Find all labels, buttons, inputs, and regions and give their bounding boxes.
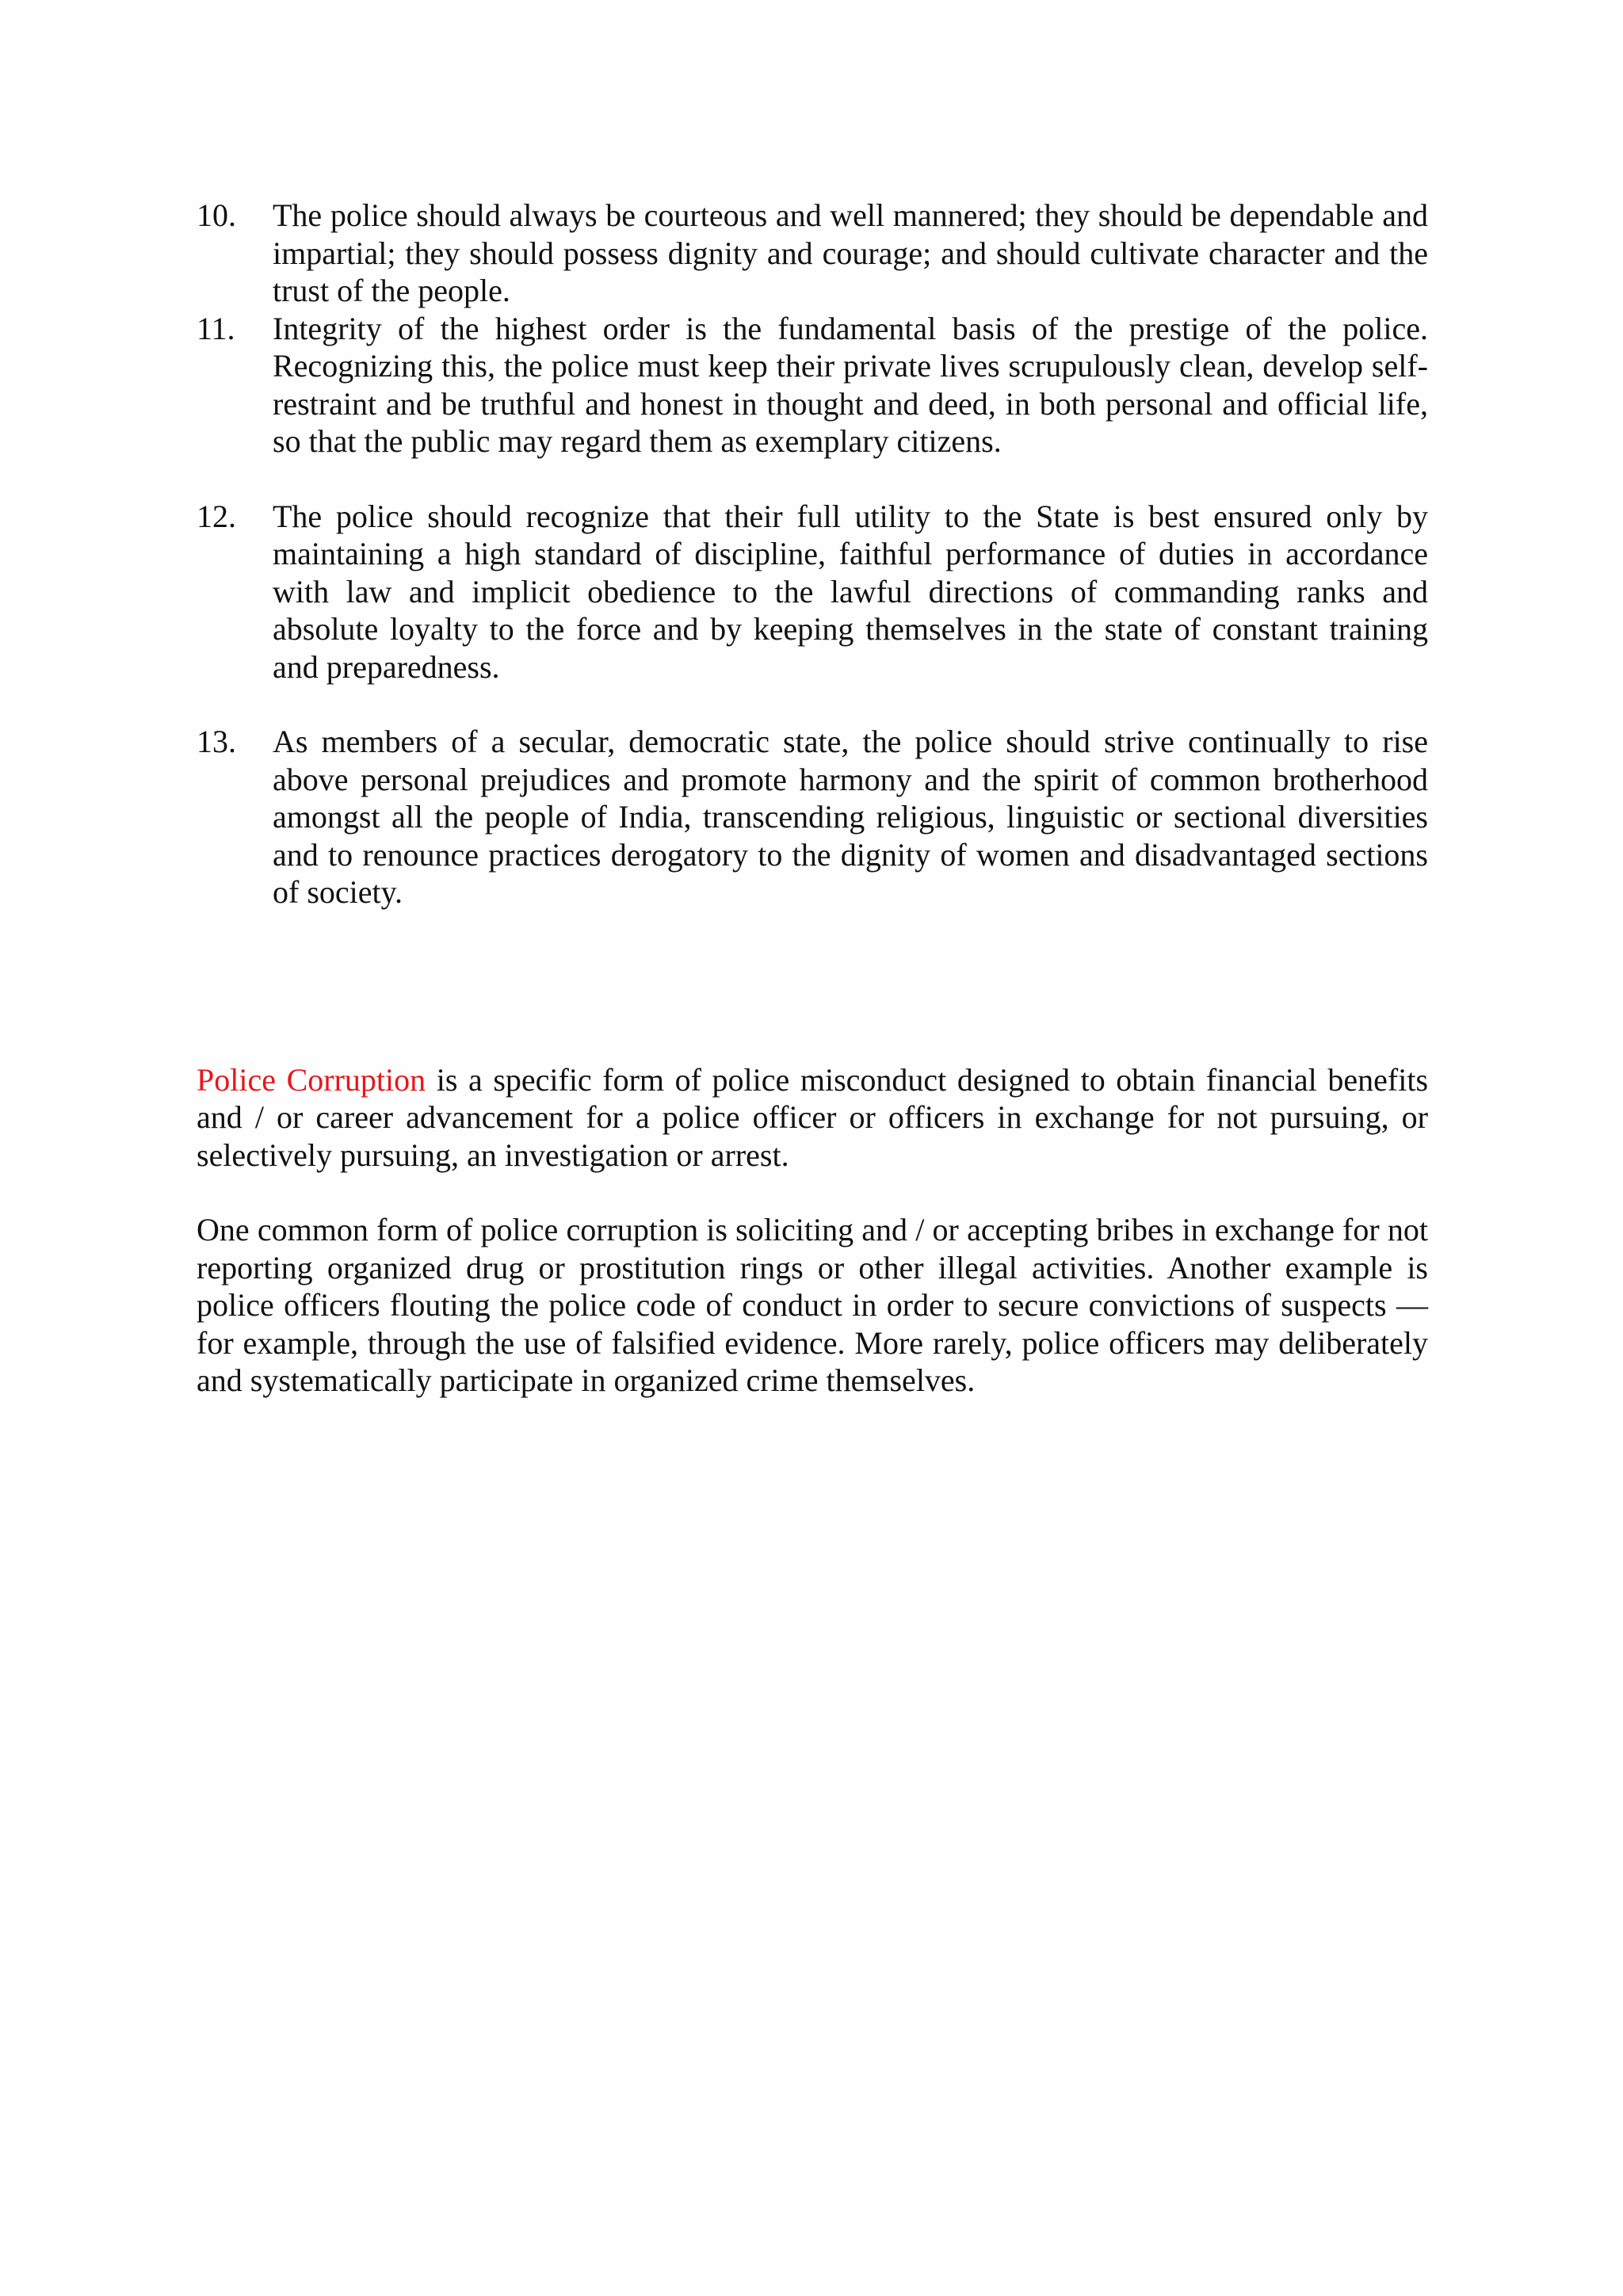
list-item-12 bbox=[197, 498, 1428, 686]
list-text: The police should recognize that their full utility to the State is best ensured only by maintaining a high standard of discipline, faithful performance of duties in accordance with law and implicit obedience to the lawful directions of commanding ranks and absolute loyalty to the force and by keeping themselves in the state of constant training and preparedness. bbox=[273, 498, 1428, 685]
list-text: The police should always be courteous and well mannered; they should be dependable and impartial; they should possess dignity and courage; and should cultivate character and the trust of the people. bbox=[273, 197, 1428, 308]
list-item-11 bbox=[197, 310, 1428, 460]
document-body bbox=[197, 197, 1428, 1400]
list-text: As members of a secular, democratic state, the police should strive continually to rise above personal prejudices and promote harmony and the spirit of common brotherhood amongst all the people of India, transcending religious, linguistic or sectional diversities and to renounce practices derogatory to the dignity of women and disadvantaged sections of society. bbox=[273, 724, 1428, 910]
list-number: 11. bbox=[197, 310, 235, 346]
definition-text: is a specific form of police misconduct designed to obtain financial benefits and / or career advancement for a police officer or officers in exchange for not pursuing, or selectively pursuing, an investigation or arrest. bbox=[197, 1061, 1429, 1173]
spacer bbox=[197, 911, 1428, 1061]
list-item-13 bbox=[197, 723, 1428, 911]
list-number: 10. bbox=[197, 197, 236, 233]
definition-paragraph bbox=[197, 1061, 1428, 1175]
corruption-examples-paragraph: One common form of police corruption is soliciting and / or accepting bribes in exchange for not reporting organized drug or prostitution rings or other illegal activities. Another example is police officers flouting the police code of conduct in order to secure convictions of suspects — for example, through the use of falsified evidence. More rarely, police officers may deliberately and systematically participate in organized crime themselves. bbox=[197, 1212, 1428, 1398]
list-item-10 bbox=[197, 197, 1428, 310]
list-text: Integrity of the highest order is the fundamental basis of the prestige of the police. Recognizing this, the police must keep their private lives scrupulously clean, develop self-restraint and be truthful and honest in thought and deed, in both personal and official life, so that the public may regard them as exemplary citizens. bbox=[273, 310, 1428, 459]
list-number: 12. bbox=[197, 498, 236, 534]
spacer bbox=[197, 686, 1428, 723]
spacer bbox=[197, 1174, 1428, 1211]
list-number: 13. bbox=[197, 724, 236, 759]
spacer bbox=[197, 460, 1428, 498]
defined-term: Police Corruption bbox=[197, 1061, 426, 1098]
